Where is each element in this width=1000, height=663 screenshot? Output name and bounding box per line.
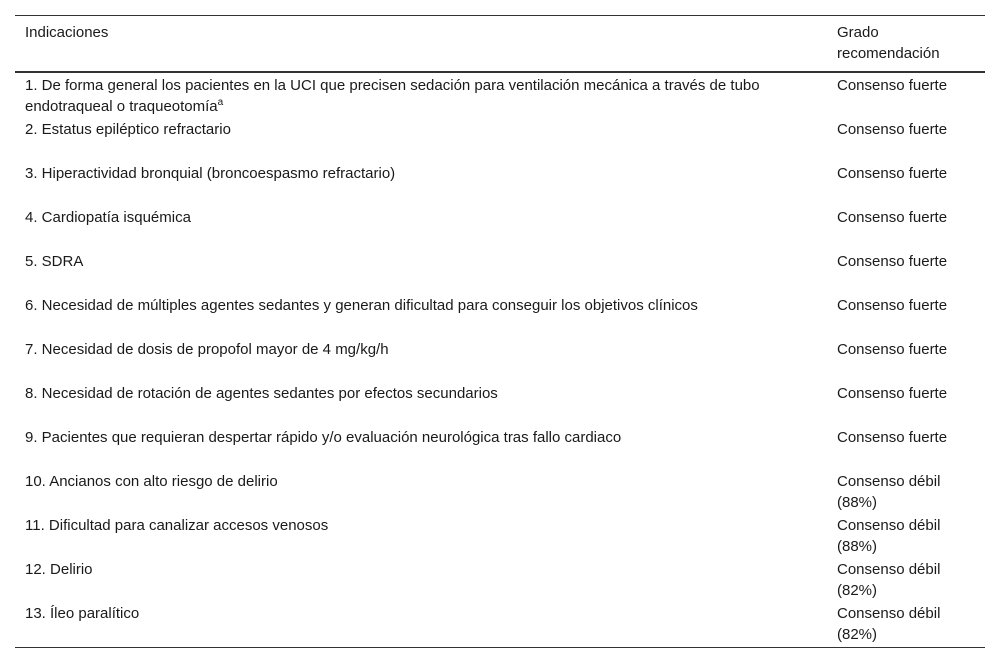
header-row [15,16,985,73]
indications-table-container [15,15,985,648]
grade-cell: Consenso fuerte [837,385,948,402]
grade-cell: Consenso débil (88%) [837,473,941,511]
table-row [15,338,985,382]
grade-cell: Consenso fuerte [837,297,948,314]
grade-cell: Consenso débil (82%) [837,561,941,599]
grade-cell: Consenso débil (88%) [837,517,941,555]
indication-cell: 11. Dificultad para canalizar accesos venosos [25,517,329,534]
table-row [15,206,985,250]
table-body [15,72,985,648]
table-row [15,294,985,338]
indication-cell: 2. Estatus epiléptico refractario [25,121,231,138]
indications-table [15,15,985,648]
grade-cell: Consenso débil (82%) [837,605,941,643]
indication-cell: 13. Íleo paralítico [25,605,140,622]
indication-cell: 3. Hiperactividad bronquial (broncoespasmo refractario) [25,165,396,182]
grade-cell: Consenso fuerte [837,165,948,182]
grade-cell: Consenso fuerte [837,341,948,358]
table-header [15,16,985,73]
indication-cell: 12. Delirio [25,561,93,578]
grade-cell: Consenso fuerte [837,209,948,226]
indication-cell [15,72,827,118]
table-row [15,426,985,470]
grade-cell: Consenso fuerte [837,429,948,446]
footnote-marker: a [217,97,224,108]
grade-cell: Consenso fuerte [837,121,948,138]
table-row [15,162,985,206]
grade-cell: Consenso fuerte [837,77,948,94]
table-row [15,250,985,294]
indication-cell: 10. Ancianos con alto riesgo de delirio [25,473,278,490]
indication-cell: 7. Necesidad de dosis de propofol mayor de 4 mg/kg/h [25,341,389,358]
table-row [15,558,985,602]
indication-cell: 5. SDRA [25,253,84,270]
grade-cell: Consenso fuerte [837,253,948,270]
table-row [15,514,985,558]
indication-cell: 6. Necesidad de múltiples agentes sedantes y generan dificultad para conseguir los objetivos clínicos [25,297,698,314]
indication-cell: 9. Pacientes que requieran despertar rápido y/o evaluación neurológica tras fallo cardiaco [25,429,622,446]
header-grade: Grado recomendación [837,24,940,62]
header-indications: Indicaciones [25,24,109,41]
table-row [15,602,985,648]
table-row [15,72,985,118]
indication-cell: 4. Cardiopatía isquémica [25,209,191,226]
table-row [15,382,985,426]
table-row [15,118,985,162]
indication-text: 1. De forma general los pacientes en la UCI que precisen sedación para ventilación mecánica a través de tubo endotraqueal o traqueotomía [25,77,760,115]
table-row [15,470,985,514]
indication-cell: 8. Necesidad de rotación de agentes sedantes por efectos secundarios [25,385,498,402]
